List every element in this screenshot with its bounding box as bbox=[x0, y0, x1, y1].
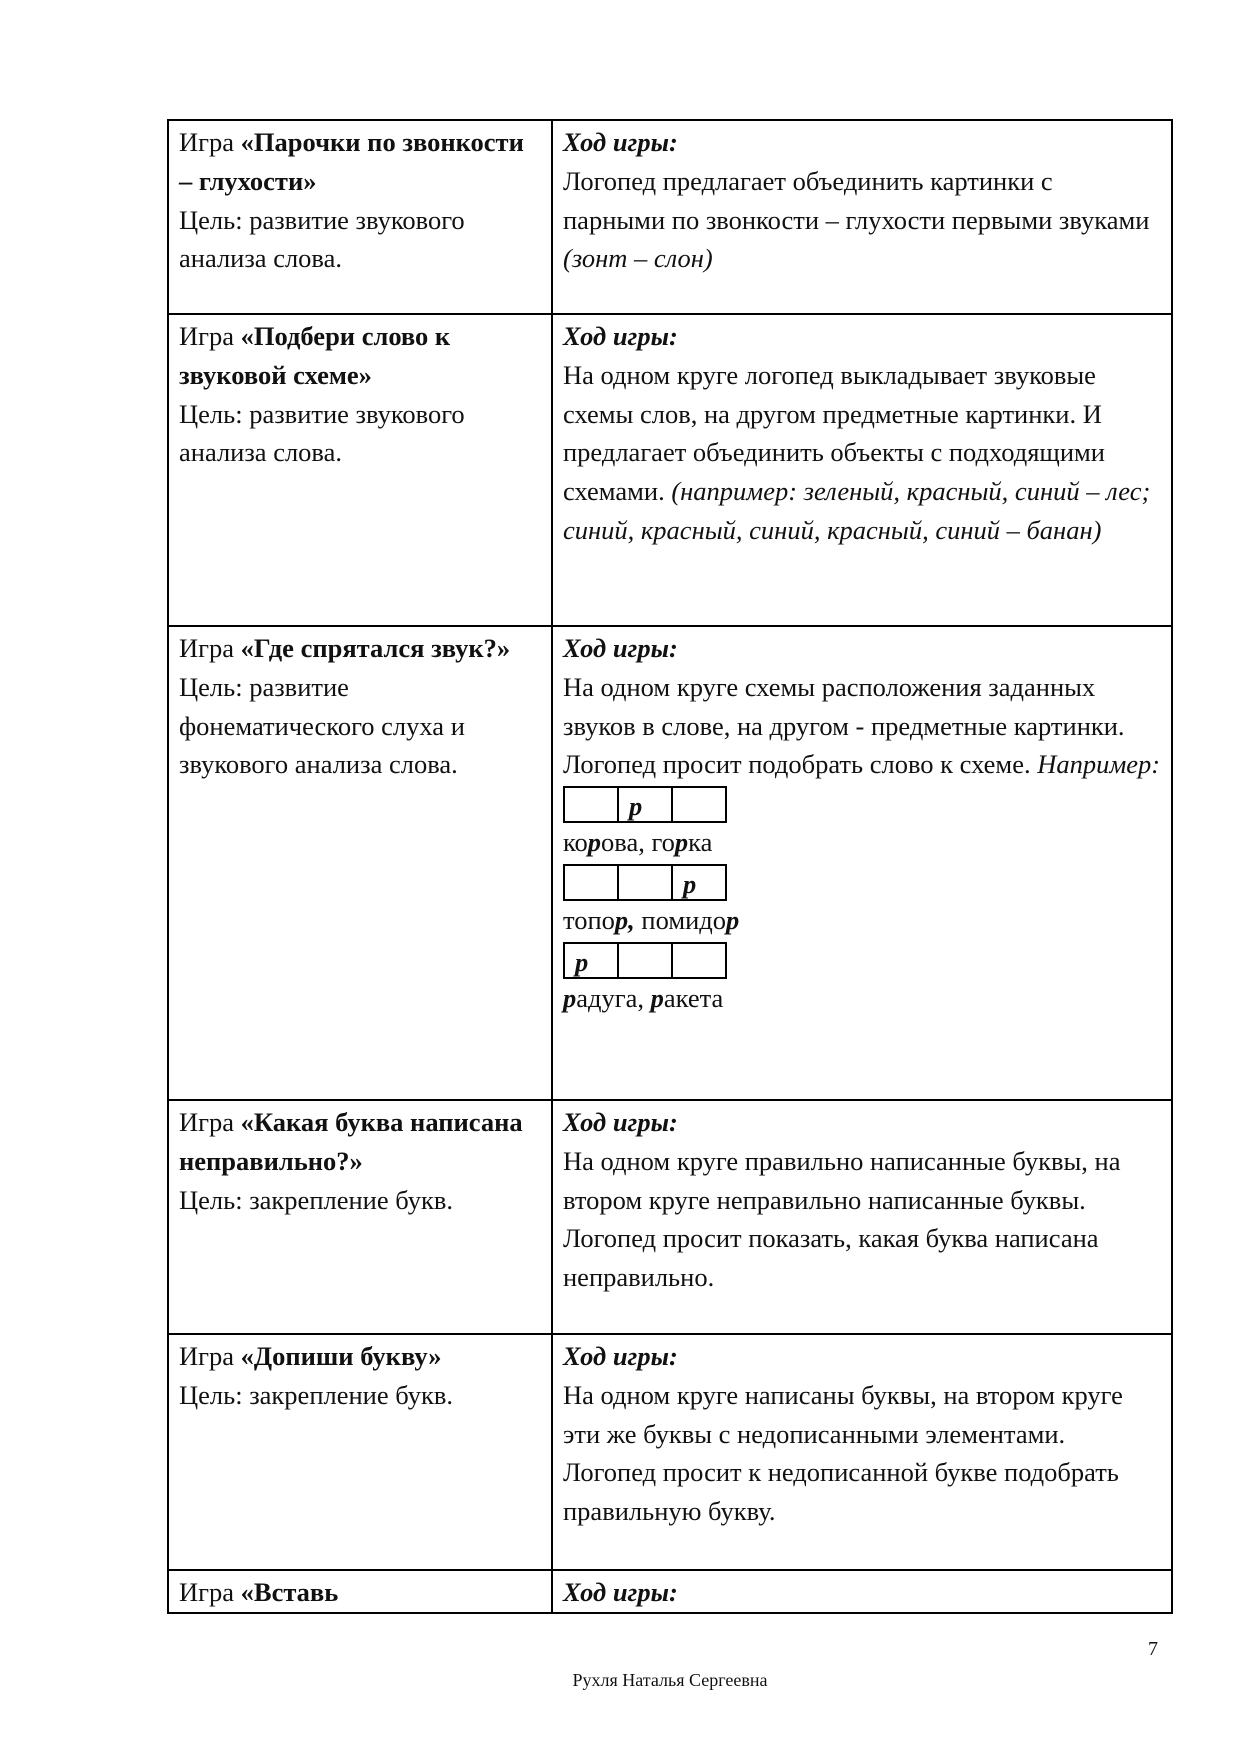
course-example: (например: зеленый, красный, синий – лес; синий, красный, синий, красный, синий – банан) bbox=[563, 476, 1151, 545]
highlighted-sound: р, bbox=[614, 904, 635, 935]
scheme-words bbox=[563, 823, 1161, 862]
prefix: Игра bbox=[179, 1341, 241, 1371]
game-goal: Цель: развитие фонематического слуха и звукового анализа слова. bbox=[179, 671, 465, 780]
game-course-cell bbox=[552, 1334, 1172, 1570]
course-label: Ход игры: bbox=[563, 321, 678, 351]
game-goal: Цель: закрепление букв. bbox=[179, 1379, 453, 1410]
footer-author: Рухля Наталья Сергеевна bbox=[572, 1670, 768, 1690]
prefix: Игра bbox=[179, 633, 241, 663]
scheme-cell: р bbox=[617, 786, 673, 823]
sound-schemes bbox=[563, 786, 1161, 1017]
table-row bbox=[168, 1334, 1172, 1570]
game-name-cell bbox=[168, 1570, 552, 1613]
prefix: Игра bbox=[179, 321, 241, 351]
scheme-words bbox=[563, 901, 1161, 940]
course-label: Ход игры: bbox=[563, 1107, 678, 1137]
sound-scheme bbox=[563, 942, 1161, 979]
course-label: Ход игры: bbox=[563, 633, 678, 663]
scheme-cell bbox=[617, 864, 673, 901]
scheme-cell bbox=[563, 864, 619, 901]
scheme-cell bbox=[671, 942, 727, 979]
game-goal: Цель: закрепление букв. bbox=[179, 1184, 453, 1215]
course-label: Ход игры: bbox=[563, 127, 678, 157]
game-goal: Цель: развитие звукового анализа слова. bbox=[179, 398, 465, 468]
scheme-words bbox=[563, 979, 1161, 1018]
table-row bbox=[168, 314, 1172, 626]
prefix: Игра bbox=[179, 1107, 241, 1137]
course-label: Ход игры: bbox=[563, 1577, 678, 1607]
course-description: На одном круге логопед выкладывает звуковые схемы слов, на другом предметные картинки. И предлагает объединить объекты с подходящими схемами. bbox=[563, 359, 1105, 507]
course-description: На одном круге схемы расположения заданных звуков в слове, на другом - предметные картинки. Логопед просит подобрать слово к схеме. bbox=[563, 671, 1125, 780]
game-goal: Цель: развитие звукового анализа слова. bbox=[179, 204, 465, 274]
highlighted-sound: р bbox=[587, 827, 602, 858]
course-description: На одном круге правильно написанные буквы, на втором круге неправильно написанные буквы. Логопед просит показать, какая буква написана неправильно. bbox=[563, 1145, 1121, 1293]
word-part: ова, го bbox=[601, 827, 675, 858]
word-part: ко bbox=[563, 827, 588, 858]
game-title: «Какая буква написана неправильно?» bbox=[179, 1107, 523, 1176]
game-course-cell bbox=[552, 1570, 1172, 1613]
course-label: Ход игры: bbox=[563, 1341, 678, 1371]
game-name-cell bbox=[168, 1334, 552, 1570]
scheme-cell: р bbox=[563, 942, 619, 979]
sound-scheme bbox=[563, 864, 1161, 901]
prefix: Игра bbox=[179, 1577, 241, 1607]
highlighted-sound: р bbox=[650, 982, 664, 1013]
prefix: Игра bbox=[179, 127, 241, 157]
game-title: «Подбери слово к звуковой схеме» bbox=[179, 321, 451, 390]
game-title: «Допиши букву» bbox=[240, 1341, 442, 1371]
scheme-cell bbox=[671, 786, 727, 823]
game-course-cell bbox=[552, 1100, 1172, 1334]
page-number: 7 bbox=[1148, 1638, 1158, 1660]
word-part: помидо bbox=[634, 904, 727, 935]
word-part: акета bbox=[663, 982, 724, 1013]
table-row bbox=[168, 120, 1172, 314]
game-name-cell bbox=[168, 314, 552, 626]
highlighted-sound: р bbox=[726, 904, 740, 935]
game-name-cell bbox=[168, 1100, 552, 1334]
course-example: Например: bbox=[1037, 749, 1161, 780]
scheme-cell: р bbox=[671, 864, 727, 901]
game-course-cell bbox=[552, 314, 1172, 626]
game-name-cell bbox=[168, 120, 552, 314]
word-part: ка bbox=[688, 827, 713, 858]
game-title: «Парочки по звонкости – глухости» bbox=[179, 127, 524, 196]
game-title: «Вставь bbox=[240, 1577, 339, 1607]
highlighted-sound: р bbox=[563, 982, 577, 1013]
course-example: (зонт – слон) bbox=[563, 243, 713, 274]
course-description: Логопед предлагает объединить картинки с парными по звонкости – глухости первыми звуками bbox=[563, 165, 1150, 235]
word-part: топо bbox=[563, 904, 615, 935]
game-course-cell bbox=[552, 626, 1172, 1100]
scheme-cell bbox=[563, 786, 619, 823]
game-course-cell bbox=[552, 120, 1172, 314]
scheme-cell bbox=[617, 942, 673, 979]
word-part: адуга, bbox=[576, 982, 651, 1013]
sound-scheme bbox=[563, 786, 1161, 823]
course-description: На одном круге написаны буквы, на втором круге эти же буквы с недописанными элементами. Логопед просит к недописанной букве подобрать правильную букву. bbox=[563, 1379, 1123, 1527]
table-row bbox=[168, 626, 1172, 1100]
game-name-cell bbox=[168, 626, 552, 1100]
game-title: «Где спрятался звук?» bbox=[240, 633, 511, 663]
highlighted-sound: р bbox=[674, 827, 689, 858]
games-table bbox=[167, 119, 1173, 1614]
table-row bbox=[168, 1570, 1172, 1613]
table-row bbox=[168, 1100, 1172, 1334]
